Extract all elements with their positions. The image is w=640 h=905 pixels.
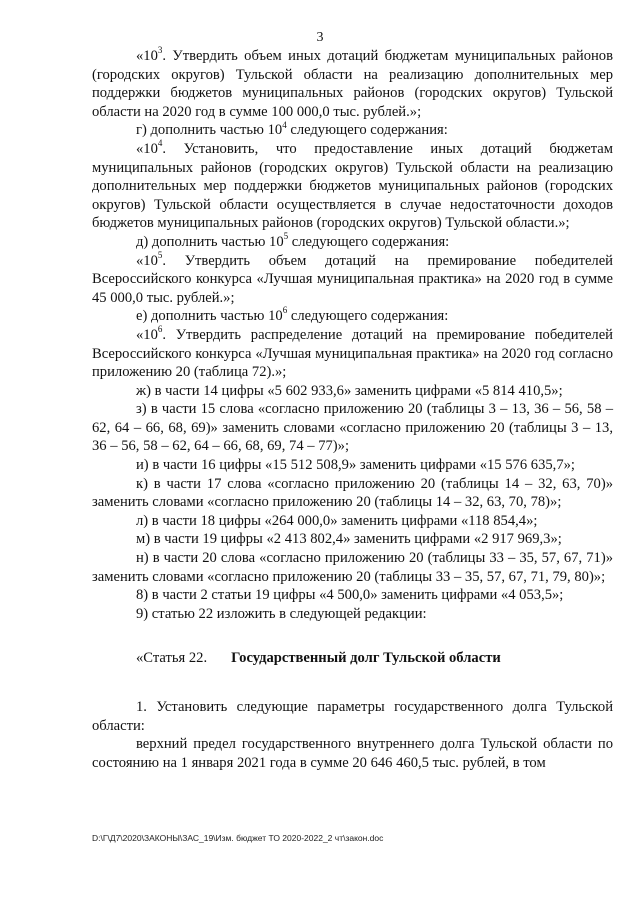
paragraph xyxy=(92,456,613,475)
page-number: 3 xyxy=(316,30,324,45)
article-number: «Статья 22. xyxy=(136,650,208,667)
paragraph-text: «10 xyxy=(136,326,158,343)
paragraph xyxy=(92,249,613,308)
paragraph-text: «10 xyxy=(136,252,158,269)
document-body xyxy=(92,47,613,772)
paragraph-text: г) дополнить частью 10 xyxy=(136,122,283,139)
paragraph xyxy=(92,140,613,233)
paragraph xyxy=(92,233,613,252)
superscript-index: 4 xyxy=(282,119,287,130)
paragraph xyxy=(92,400,613,456)
paragraph-text: «10 xyxy=(136,140,158,157)
paragraph-text: «10 xyxy=(136,48,158,64)
paragraph-list xyxy=(92,47,613,623)
paragraph-text: н) в части 20 слова «согласно приложению 20 (таблицы 33 – 35, 57, 67, 71)» заменить словами «согласно приложению 20 (таблицы 33 – 35, 57, 67, 71, 79, 80)»; xyxy=(92,550,613,585)
paragraph xyxy=(92,512,613,531)
paragraph xyxy=(92,586,613,605)
paragraph-text: 8) в части 2 статьи 19 цифры «4 500,0» заменить цифрами «4 053,5»; xyxy=(136,587,564,604)
file-path-footer: D:\Г\Д7\2020\ЗАКОНЫ\ЗАС_19\Изм. бюджет ТО 2020-2022_2 чт\закон.doc xyxy=(92,833,384,843)
closing-paragraph-2: верхний предел государственного внутреннего долга Тульской области по состоянию на 1 января 2021 года в сумме 20 646 460,5 тыс. рублей, в том xyxy=(92,736,613,771)
paragraph xyxy=(92,326,613,382)
paragraph xyxy=(92,475,613,512)
paragraph xyxy=(92,47,613,121)
paragraph-text: е) дополнить частью 10 xyxy=(136,308,283,325)
paragraph xyxy=(92,530,613,549)
paragraph-text: ж) в части 14 цифры «5 602 933,6» заменить цифрами «5 814 410,5»; xyxy=(136,382,563,399)
superscript-index: 6 xyxy=(157,324,163,335)
closing-paragraph-1: 1. Установить следующие параметры государственного долга Тульской области: xyxy=(92,699,613,734)
paragraph xyxy=(92,307,613,326)
paragraph-text: 9) статью 22 изложить в следующей редакции: xyxy=(136,605,427,622)
paragraph-text-continued: следующего содержания: xyxy=(287,308,449,325)
paragraph-text-continued: следующего содержания: xyxy=(286,122,448,139)
paragraph xyxy=(92,382,613,401)
paragraph-text-continued: . Утвердить объем дотаций на премирование победителей Всероссийского конкурса «Лучшая муниципальная практика» на 2020 год в сумме 45 000,0 тыс. рублей.»; xyxy=(92,252,613,306)
paragraph-text-continued: . Утвердить объем иных дотаций бюджетам муниципальных районов (городских округов) Тульской области на реализацию дополнительных мер поддержки бюджетов муниципальных районов (городских округов) Тульской области на 2020 год в сумме 100 000,0 тыс. рублей.»; xyxy=(92,48,613,120)
paragraph-text: д) дополнить частью 10 xyxy=(136,233,284,250)
paragraph-text-continued: . Установить, что предоставление иных дотаций бюджетам муниципальных районов (городских округов) Тульской области на реализацию дополнительных мер поддержки бюджетов муниципальных районов (городских округов) Тульской области осуществляется в случае недостаточности доходов бюджетов муниципальных районов (городских округов) Тульской области.»; xyxy=(92,140,613,232)
paragraph-text: и) в части 16 цифры «15 512 508,9» заменить цифрами «15 576 635,7»; xyxy=(136,457,575,474)
superscript-index: 5 xyxy=(157,249,163,260)
paragraph-text-continued: . Утвердить распределение дотаций на премирование победителей Всероссийского конкурса «Лучшая муниципальная практика» на 2020 год согласно приложению 20 (таблица 72).»; xyxy=(92,326,613,381)
superscript-index: 4 xyxy=(157,138,163,149)
paragraph xyxy=(92,605,613,624)
superscript-index: 6 xyxy=(282,305,288,316)
paragraph-text-continued: следующего содержания: xyxy=(288,233,450,250)
paragraph xyxy=(92,549,613,586)
paragraph-text: з) в части 15 слова «согласно приложению 20 (таблицы 3 – 13, 36 – 56, 58 – 62, 64 – 66, 68, 69)» заменить словами «согласно приложению 20 (таблицы 3 – 13, 36 – 56, 58 – 62, 64 – 66, 68, 69, 74 – 77)»; xyxy=(92,401,613,455)
paragraph-text: л) в части 18 цифры «264 000,0» заменить цифрами «118 854,4»; xyxy=(136,512,538,529)
superscript-index: 5 xyxy=(283,231,289,242)
paragraph-text: к) в части 17 слова «согласно приложению 20 (таблицы 14 – 32, 63, 70)» заменить словами «согласно приложению 20 (таблицы 14 – 32, 63, 70, 78)»; xyxy=(92,475,613,511)
article-heading xyxy=(92,649,613,668)
article-title: Государственный долг Тульской области xyxy=(231,650,501,667)
paragraph xyxy=(92,121,613,140)
paragraph-text: м) в части 19 цифры «2 413 802,4» заменить цифрами «2 917 969,3»; xyxy=(136,531,562,548)
superscript-index: 3 xyxy=(157,45,163,56)
